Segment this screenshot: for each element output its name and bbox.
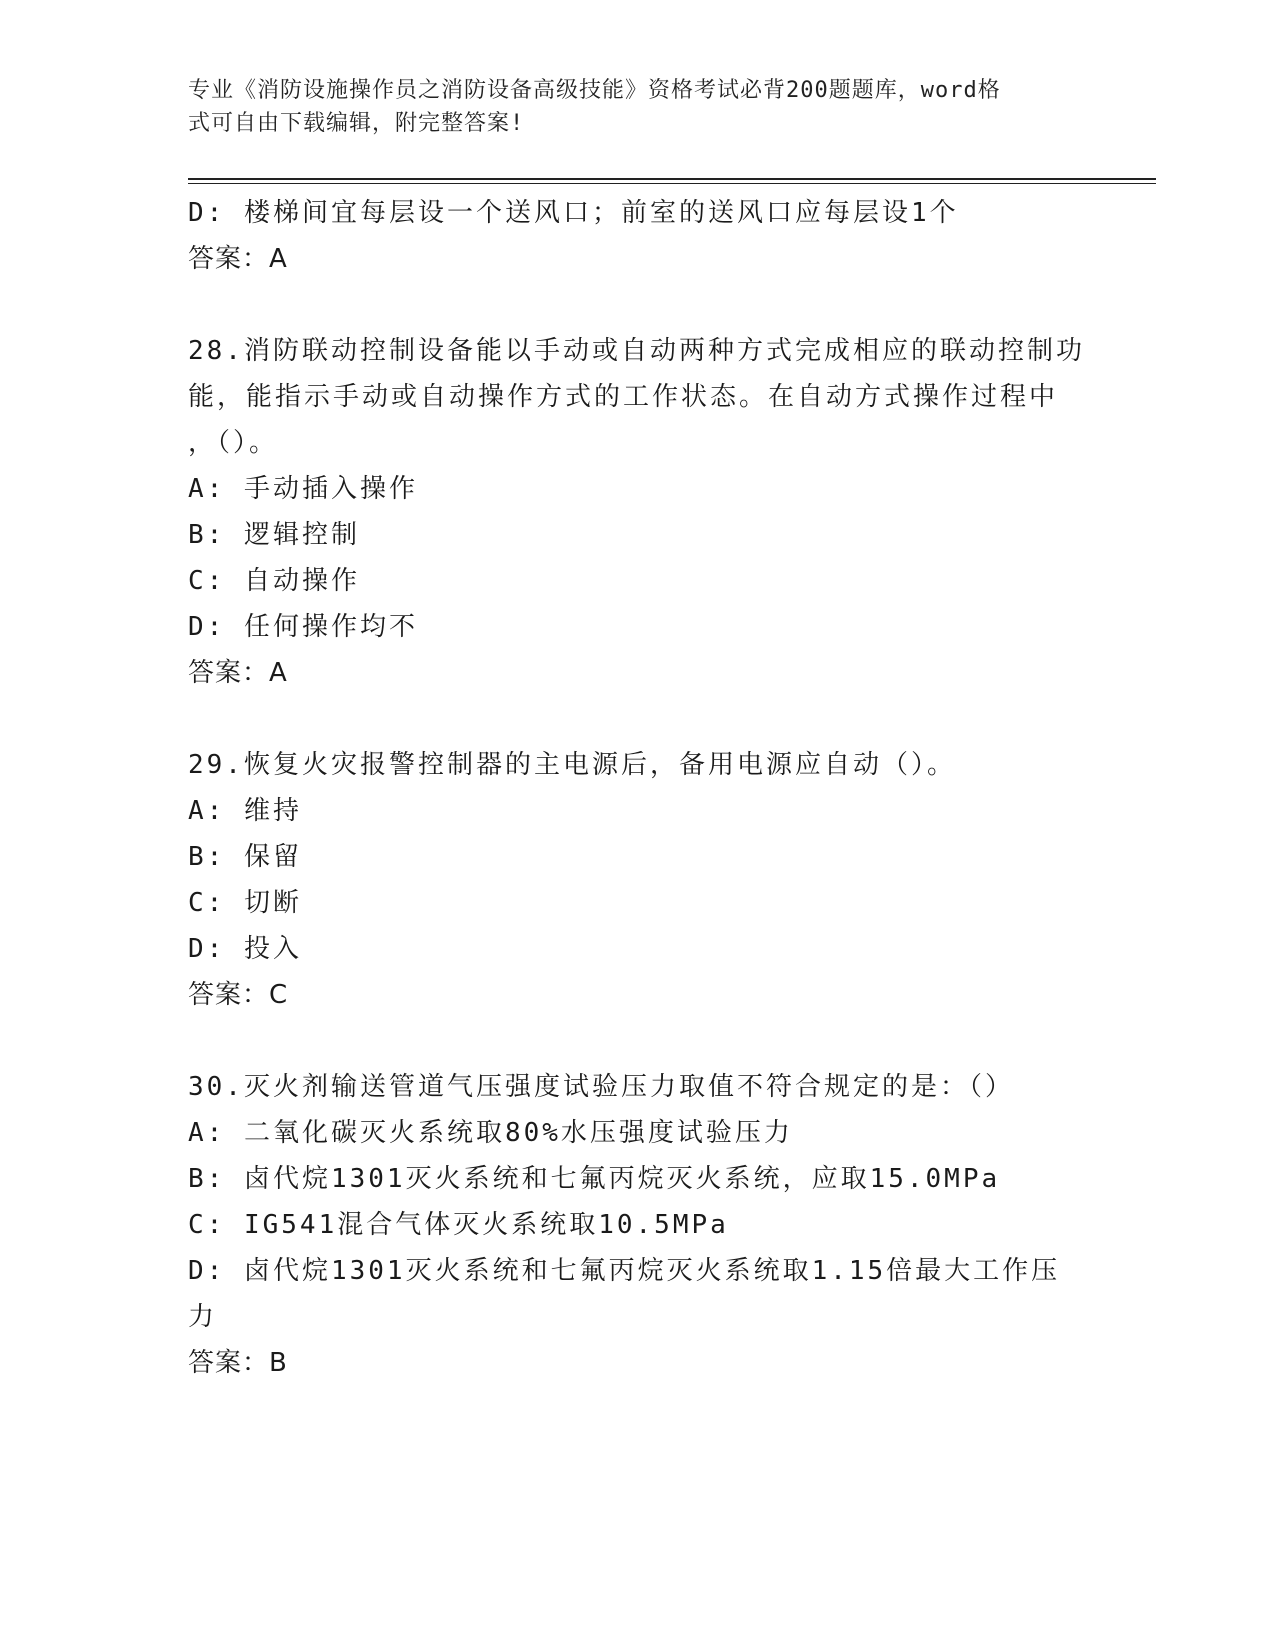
answer: 答案：B: [188, 1348, 288, 1378]
answer: 答案：A: [188, 658, 288, 688]
question-29: [188, 742, 1088, 1018]
prev-answer: 答案：A: [188, 244, 288, 274]
option-a: A: 维持: [188, 796, 302, 826]
spacer: [188, 282, 1088, 328]
question-stem-line: 30.灭火剂输送管道气压强度试验压力取值不符合规定的是：（）: [188, 1072, 1014, 1102]
spacer: [188, 1018, 1088, 1064]
option-d: D: 投入: [188, 934, 302, 964]
prev-option-d: D: 楼梯间宜每层设一个送风口；前室的送风口应每层设1个: [188, 198, 959, 228]
option-d: D: 卤代烷1301灭火系统和七氟丙烷灭火系统取1.15倍最大工作压力: [188, 1256, 1061, 1332]
option-a: A: 二氧化碳灭火系统取80%水压强度试验压力: [188, 1118, 793, 1148]
option-d: D: 任何操作均不: [188, 612, 418, 642]
question-stem-line: ，（）。: [188, 428, 279, 458]
option-c: C: 切断: [188, 888, 302, 918]
option-b: B: 逻辑控制: [188, 520, 360, 550]
question-content: [188, 190, 1088, 1386]
question-28: [188, 328, 1088, 696]
answer: 答案：C: [188, 980, 289, 1010]
question-stem-line: 28.消防联动控制设备能以手动或自动两种方式完成相应的联动控制功: [188, 336, 1085, 366]
header-line-2: 式可自由下载编辑，附完整答案!: [188, 111, 525, 136]
question-stem-line: 能，能指示手动或自动操作方式的工作状态。在自动方式操作过程中: [188, 382, 1059, 412]
header-rule-thin: [188, 183, 1156, 184]
question-30: [188, 1064, 1088, 1386]
option-c: C: IG541混合气体灭火系统取10.5MPa: [188, 1210, 729, 1240]
question-stem-line: 29.恢复火灾报警控制器的主电源后，备用电源应自动（）。: [188, 750, 956, 780]
option-b: B: 卤代烷1301灭火系统和七氟丙烷灭火系统，应取15.0MPa: [188, 1164, 1001, 1194]
option-a: A: 手动插入操作: [188, 474, 418, 504]
header-line-1: 专业《消防设施操作员之消防设备高级技能》资格考试必背200题题库，word格: [188, 78, 1001, 103]
option-c: C: 自动操作: [188, 566, 360, 596]
spacer: [188, 696, 1088, 742]
header-rule-thick: [188, 178, 1156, 180]
option-b: B: 保留: [188, 842, 302, 872]
document-header: [188, 74, 1068, 140]
